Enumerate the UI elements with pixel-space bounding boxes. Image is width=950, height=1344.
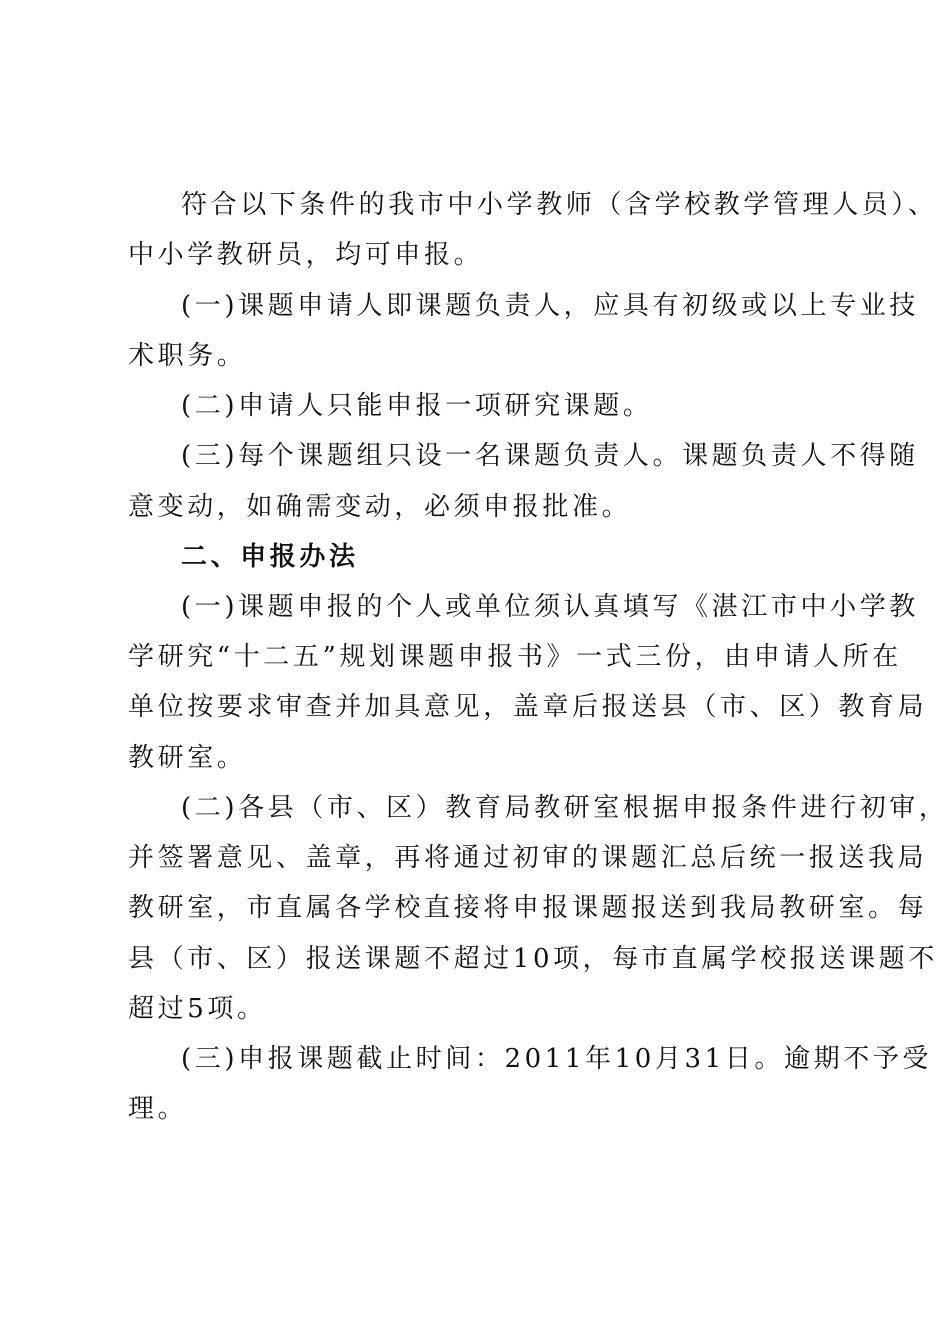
method-2-line-4: 县（市、区）报送课题不超过10项，每市直属学校报送课题不	[128, 944, 938, 974]
method-1-line-3: 单位按要求审查并加具意见，盖章后报送县（市、区）教育局	[128, 692, 928, 722]
method-2-line-5: 超过5项。	[128, 994, 267, 1024]
paragraph-eligibility-line-1: 符合以下条件的我市中小学教师（含学校教学管理人员）、	[181, 190, 938, 220]
method-1-line-1: (一)课题申报的个人或单位须认真填写《湛江市中小学教	[181, 592, 919, 622]
paragraph-eligibility-line-2: 中小学教研员，均可申报。	[128, 240, 484, 270]
method-1-line-4: 教研室。	[128, 743, 247, 773]
condition-1-line-1: (一)课题申请人即课题负责人，应具有初级或以上专业技	[181, 291, 919, 321]
condition-3-line-2: 意变动，如确需变动，必须申报批准。	[128, 492, 632, 522]
method-2-line-2: 并签署意见、盖章，再将通过初审的课题汇总后统一报送我局	[128, 843, 928, 873]
method-1-line-2: 学研究“十二五”规划课题申报书》一式三份，由申请人所在	[128, 642, 902, 672]
condition-2-line-1: (二)申请人只能申报一项研究课题。	[181, 391, 653, 421]
condition-3-line-1: (三)每个课题组只设一名课题负责人。课题负责人不得随	[181, 441, 919, 471]
condition-1-line-2: 术职务。	[128, 341, 247, 371]
method-2-line-1: (二)各县（市、区）教育局教研室根据申报条件进行初审，	[181, 793, 949, 823]
method-2-line-3: 教研室，市直属各学校直接将申报课题报送到我局教研室。每	[128, 893, 928, 923]
method-3-line-1: (三)申报课题截止时间：2011年10月31日。逾期不予受	[181, 1044, 933, 1074]
section-heading-application-method: 二、申报办法	[181, 542, 359, 572]
method-3-line-2: 理。	[128, 1094, 188, 1124]
